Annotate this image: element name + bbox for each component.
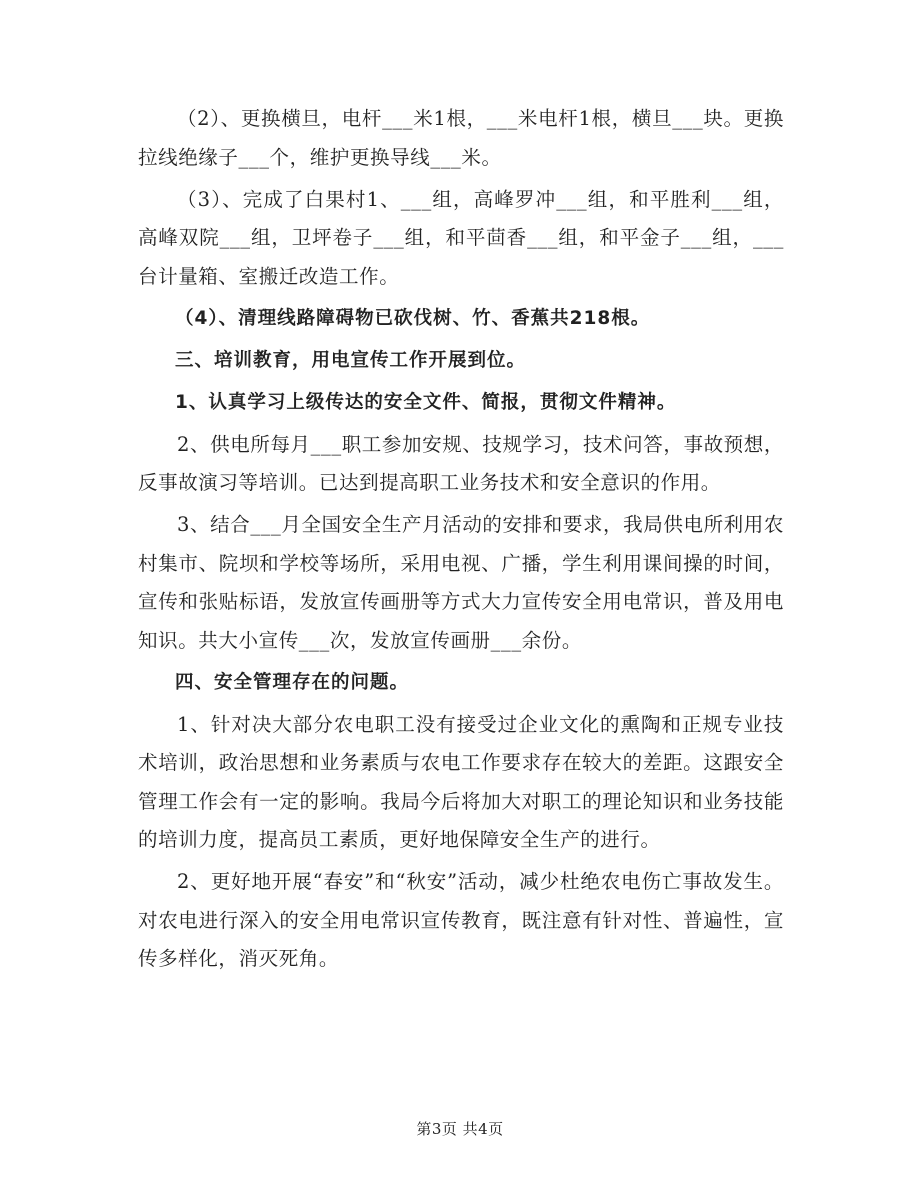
paragraph-monthly-training: 2、供电所每月___职工参加安规、技规学习，技术问答，事故预想，反事故演习等培训。已达到提高职工业务技术和安全意识的作用。: [138, 432, 784, 494]
paragraph-study-documents: 1、认真学习上级传达的安全文件、简报，贯彻文件精神。: [175, 391, 677, 413]
paragraph-safety-month: 3、结合___月全国安全生产月活动的安排和要求，我局供电所利用农村集市、院坝和学校等场所，采用电视、广播，学生利用课间操的时间，宣传和张贴标语，发放宣传画册等方式大力宣传安全用电常识，普及用电知识。共大小宣传___次，发放宣传画册___余份。: [138, 513, 784, 652]
page-number-footer: 第3页 共4页: [416, 1120, 504, 1138]
heading-management-problems: 四、安全管理存在的问题。: [175, 671, 410, 693]
heading-training-education: 三、培训教育，用电宣传工作开展到位。: [175, 349, 527, 371]
paragraph-replace-crossarm: （2）、更换横旦，电杆___米1根，___米电杆1根，横旦___块。更换拉线绝缘子___个，维护更换导线___米。: [138, 107, 784, 169]
paragraph-meter-relocation: （3）、完成了白果村1、___组，高峰罗冲___组，和平胜利___组，高峰双院___组，卫坪卷子___组，和平茴香___组，和平金子___组，___台计量箱、室搬迁改造工作。: [138, 187, 784, 288]
paragraph-staff-training-gap: 1、针对决大部分农电职工没有接受过企业文化的熏陶和正规专业技术培训，政治思想和业务素质与农电工作要求存在较大的差距。这跟安全管理工作会有一定的影响。我局今后将加大对职工的理论知识和业务技能的培训力度，提高员工素质，更好地保障安全生产的进行。: [138, 712, 784, 851]
paragraph-clear-obstacles: （4）、清理线路障碍物已砍伐树、竹、香蕉共218根。: [175, 307, 651, 329]
paragraph-spring-autumn-safety: 2、更好地开展“春安”和“秋安”活动，减少杜绝农电伤亡事故发生。对农电进行深入的安全用电常识宣传教育，既注意有针对性、普遍性，宣传多样化，消灭死角。: [138, 870, 784, 970]
document-body: [138, 100, 784, 982]
